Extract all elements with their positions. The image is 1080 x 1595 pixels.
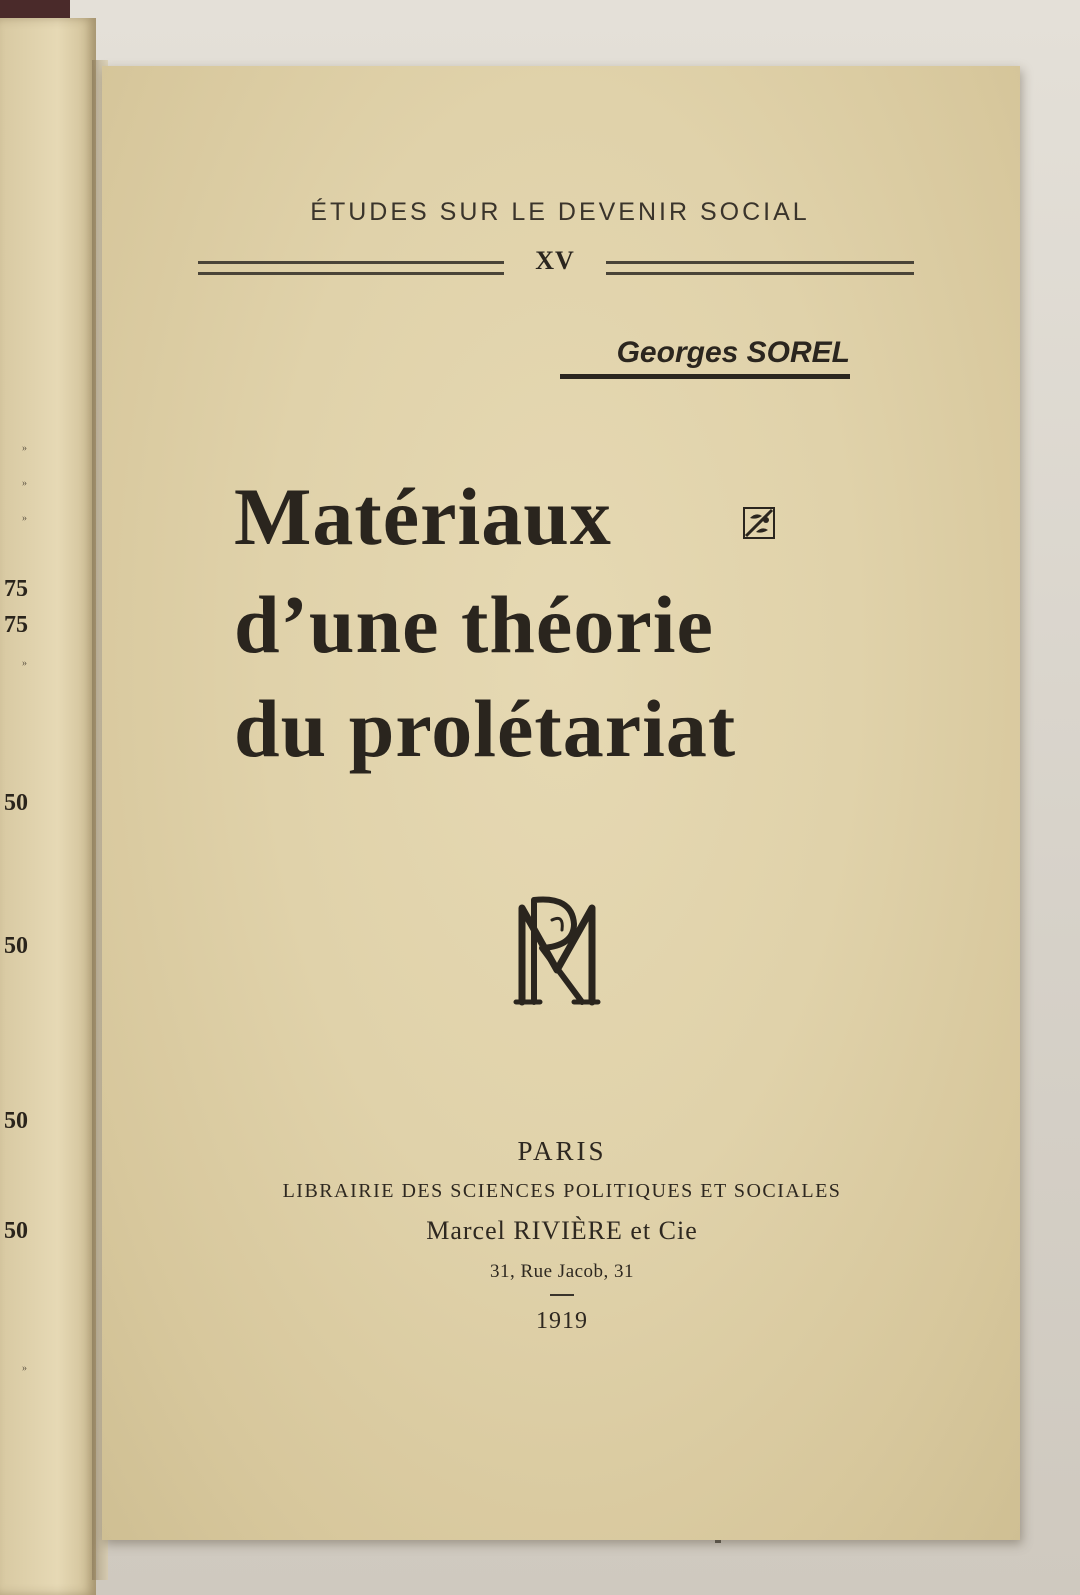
book-title-line-3: du prolétariat bbox=[234, 683, 737, 774]
imprint-city: PARIS bbox=[517, 1136, 607, 1166]
paper-speck bbox=[715, 1540, 721, 1543]
publisher-monogram-logo bbox=[512, 890, 602, 1008]
imprint-publisher: LIBRAIRIE DES SCIENCES POLITIQUES ET SOCIALES bbox=[282, 1180, 842, 1202]
facing-page-mark: » bbox=[22, 478, 27, 489]
facing-page-price: 75 bbox=[4, 612, 28, 638]
book-title-line-2: d’une théorie bbox=[234, 579, 714, 670]
imprint-year: 1919 bbox=[536, 1308, 588, 1334]
fleuron-icon bbox=[742, 506, 776, 540]
facing-page-price: 50 bbox=[4, 790, 28, 816]
facing-page bbox=[0, 18, 96, 1595]
facing-page-price: 50 bbox=[4, 933, 28, 959]
facing-page-mark: » bbox=[22, 1363, 27, 1374]
facing-page-price: 75 bbox=[4, 576, 28, 602]
facing-page-price: 50 bbox=[4, 1108, 28, 1134]
series-title: ÉTUDES SUR LE DEVENIR SOCIAL bbox=[310, 198, 810, 226]
volume-number: XV bbox=[535, 246, 575, 275]
book-title-line-1: Matériaux bbox=[234, 471, 612, 562]
title-page bbox=[102, 66, 1020, 1540]
double-rule-left bbox=[198, 261, 504, 275]
double-rule-right bbox=[606, 261, 914, 275]
facing-page-mark: » bbox=[22, 513, 27, 524]
facing-page-price: 50 bbox=[4, 1218, 28, 1244]
imprint-address: 31, Rue Jacob, 31 bbox=[489, 1261, 635, 1282]
author-name: Georges SOREL bbox=[560, 336, 850, 379]
imprint-dash bbox=[550, 1294, 574, 1296]
imprint-publisher-house: Marcel RIVIÈRE et Cie bbox=[426, 1216, 698, 1245]
facing-page-mark: » bbox=[22, 658, 27, 669]
facing-page-mark: » bbox=[22, 443, 27, 454]
